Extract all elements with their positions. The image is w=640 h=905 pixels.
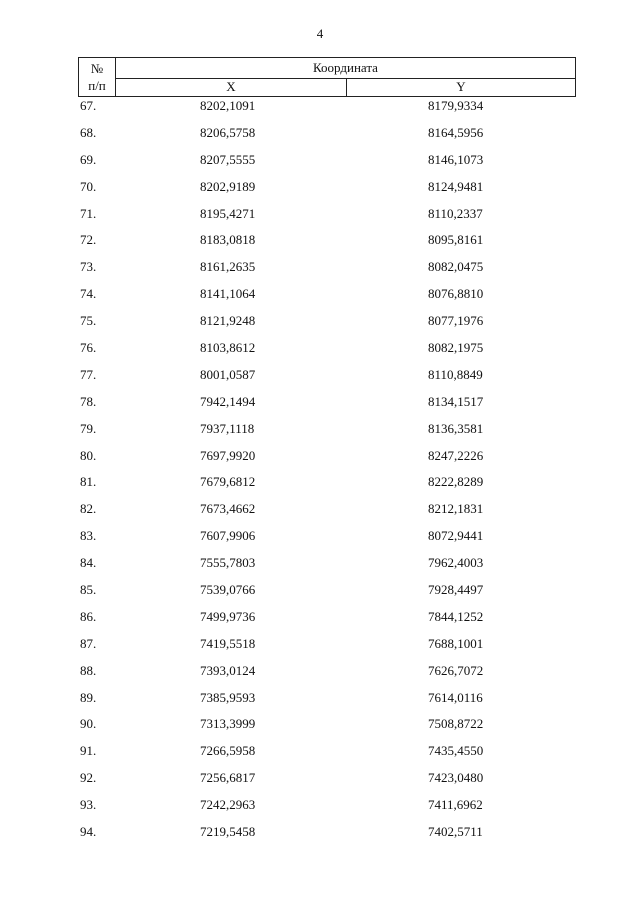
cell-y: 8179,9334 <box>428 98 484 113</box>
cell-y: 8076,8810 <box>428 286 484 302</box>
cell-y: 7688,1001 <box>428 635 484 651</box>
table-row <box>78 608 576 635</box>
row-number: 68. <box>80 124 97 140</box>
table-row <box>78 393 576 420</box>
header-number-symbol: № <box>90 61 104 76</box>
row-number: 89. <box>80 689 97 705</box>
row-number: 93. <box>80 797 97 813</box>
cell-x: 7499,9736 <box>200 608 256 624</box>
cell-y: 7614,0116 <box>428 689 483 705</box>
page-number: 4 <box>316 26 324 41</box>
cell-x: 8103,8612 <box>200 340 256 356</box>
header-y: Y <box>456 79 466 94</box>
cell-x: 8195,4271 <box>200 205 256 221</box>
table-row <box>78 769 576 796</box>
cell-x: 8183,0818 <box>200 232 256 248</box>
row-number: 76. <box>80 340 97 356</box>
cell-x: 8202,9189 <box>200 178 256 194</box>
table-row <box>78 527 576 554</box>
header-number-abbrev: п/п <box>88 78 106 93</box>
table-row <box>78 285 576 312</box>
cell-y: 8072,9441 <box>428 528 484 544</box>
row-number: 72. <box>80 232 97 248</box>
cell-y: 8110,2337 <box>428 205 483 221</box>
table-row <box>78 473 576 500</box>
row-number: 81. <box>80 474 97 490</box>
table-row <box>78 178 576 205</box>
cell-x: 7607,9906 <box>200 528 256 544</box>
row-number: 83. <box>80 528 97 544</box>
cell-x: 8001,0587 <box>200 366 256 382</box>
cell-y: 8077,1976 <box>428 313 484 329</box>
cell-x: 8141,1064 <box>200 286 256 302</box>
cell-x: 7942,1494 <box>200 393 256 409</box>
table-row <box>78 581 576 608</box>
header-coordinate: Координата <box>116 58 575 79</box>
table-row <box>78 97 576 124</box>
cell-y: 8124,9481 <box>428 178 484 194</box>
cell-x: 7539,0766 <box>200 582 256 598</box>
cell-y: 8222,8289 <box>428 474 484 490</box>
table-row <box>78 662 576 689</box>
row-number: 73. <box>80 259 97 275</box>
table-row <box>78 796 576 823</box>
header-x: X <box>116 78 347 96</box>
row-number: 79. <box>80 420 97 436</box>
table-row <box>78 554 576 581</box>
row-number: 71. <box>80 205 97 221</box>
row-number: 75. <box>80 313 97 329</box>
table-row <box>78 312 576 339</box>
table-row <box>78 823 576 850</box>
header-number-column <box>79 58 116 96</box>
cell-x: 7419,5518 <box>200 635 256 651</box>
cell-x: 7673,4662 <box>200 501 256 517</box>
row-number: 91. <box>80 743 97 759</box>
table-row <box>78 124 576 151</box>
cell-x: 7555,7803 <box>200 555 256 571</box>
row-number: 92. <box>80 770 97 786</box>
cell-y: 7411,6962 <box>428 797 483 813</box>
cell-x: 7385,9593 <box>200 689 256 705</box>
table-row <box>78 205 576 232</box>
cell-y: 8110,8849 <box>428 366 483 382</box>
cell-y: 7508,8722 <box>428 716 484 732</box>
cell-y: 8095,8161 <box>428 232 484 248</box>
cell-y: 7844,1252 <box>428 608 484 624</box>
table-row <box>78 258 576 285</box>
table-row <box>78 339 576 366</box>
cell-x: 7393,0124 <box>200 662 256 678</box>
cell-y: 8212,1831 <box>428 501 484 517</box>
row-number: 67. <box>80 98 97 113</box>
row-number: 84. <box>80 555 97 571</box>
coordinate-rows <box>78 97 576 850</box>
cell-y: 7928,4497 <box>428 582 484 598</box>
cell-y: 7423,0480 <box>428 770 484 786</box>
cell-x: 7256,6817 <box>200 770 256 786</box>
row-number: 94. <box>80 824 97 840</box>
cell-y: 8082,0475 <box>428 259 484 275</box>
cell-x: 7219,5458 <box>200 824 256 840</box>
row-number: 69. <box>80 151 97 167</box>
cell-y: 7402,5711 <box>428 824 483 840</box>
row-number: 77. <box>80 366 97 382</box>
cell-x: 8121,9248 <box>200 313 256 329</box>
cell-y: 8082,1975 <box>428 340 484 356</box>
row-number: 85. <box>80 582 97 598</box>
row-number: 80. <box>80 447 97 463</box>
cell-x: 7679,6812 <box>200 474 256 490</box>
table-row <box>78 447 576 474</box>
cell-y: 7962,4003 <box>428 555 484 571</box>
cell-x: 7313,3999 <box>200 716 256 732</box>
cell-y: 8134,1517 <box>428 393 484 409</box>
cell-y: 7435,4550 <box>428 743 484 759</box>
row-number: 82. <box>80 501 97 517</box>
table-row <box>78 635 576 662</box>
table-row <box>78 500 576 527</box>
cell-x: 7242,2963 <box>200 797 256 813</box>
cell-y: 8247,2226 <box>428 447 484 463</box>
row-number: 78. <box>80 393 97 409</box>
table-row <box>78 689 576 716</box>
row-number: 90. <box>80 716 97 732</box>
table-header <box>78 57 576 97</box>
table-row <box>78 420 576 447</box>
cell-x: 7266,5958 <box>200 743 256 759</box>
cell-x: 8161,2635 <box>200 259 256 275</box>
cell-x: 8207,5555 <box>200 151 256 167</box>
cell-x: 8206,5758 <box>200 124 256 140</box>
row-number: 88. <box>80 662 97 678</box>
cell-y: 8164,5956 <box>428 124 484 140</box>
row-number: 87. <box>80 635 97 651</box>
table-row <box>78 231 576 258</box>
row-number: 74. <box>80 286 97 302</box>
table-row <box>78 715 576 742</box>
table-row <box>78 742 576 769</box>
cell-y: 7626,7072 <box>428 662 484 678</box>
cell-y: 8136,3581 <box>428 420 484 436</box>
cell-x: 7937,1118 <box>200 420 255 436</box>
row-number: 70. <box>80 178 97 194</box>
table-row <box>78 366 576 393</box>
cell-y: 8146,1073 <box>428 151 484 167</box>
cell-x: 7697,9920 <box>200 447 256 463</box>
row-number: 86. <box>80 608 97 624</box>
cell-x: 8202,1091 <box>200 98 256 113</box>
table-row <box>78 151 576 178</box>
